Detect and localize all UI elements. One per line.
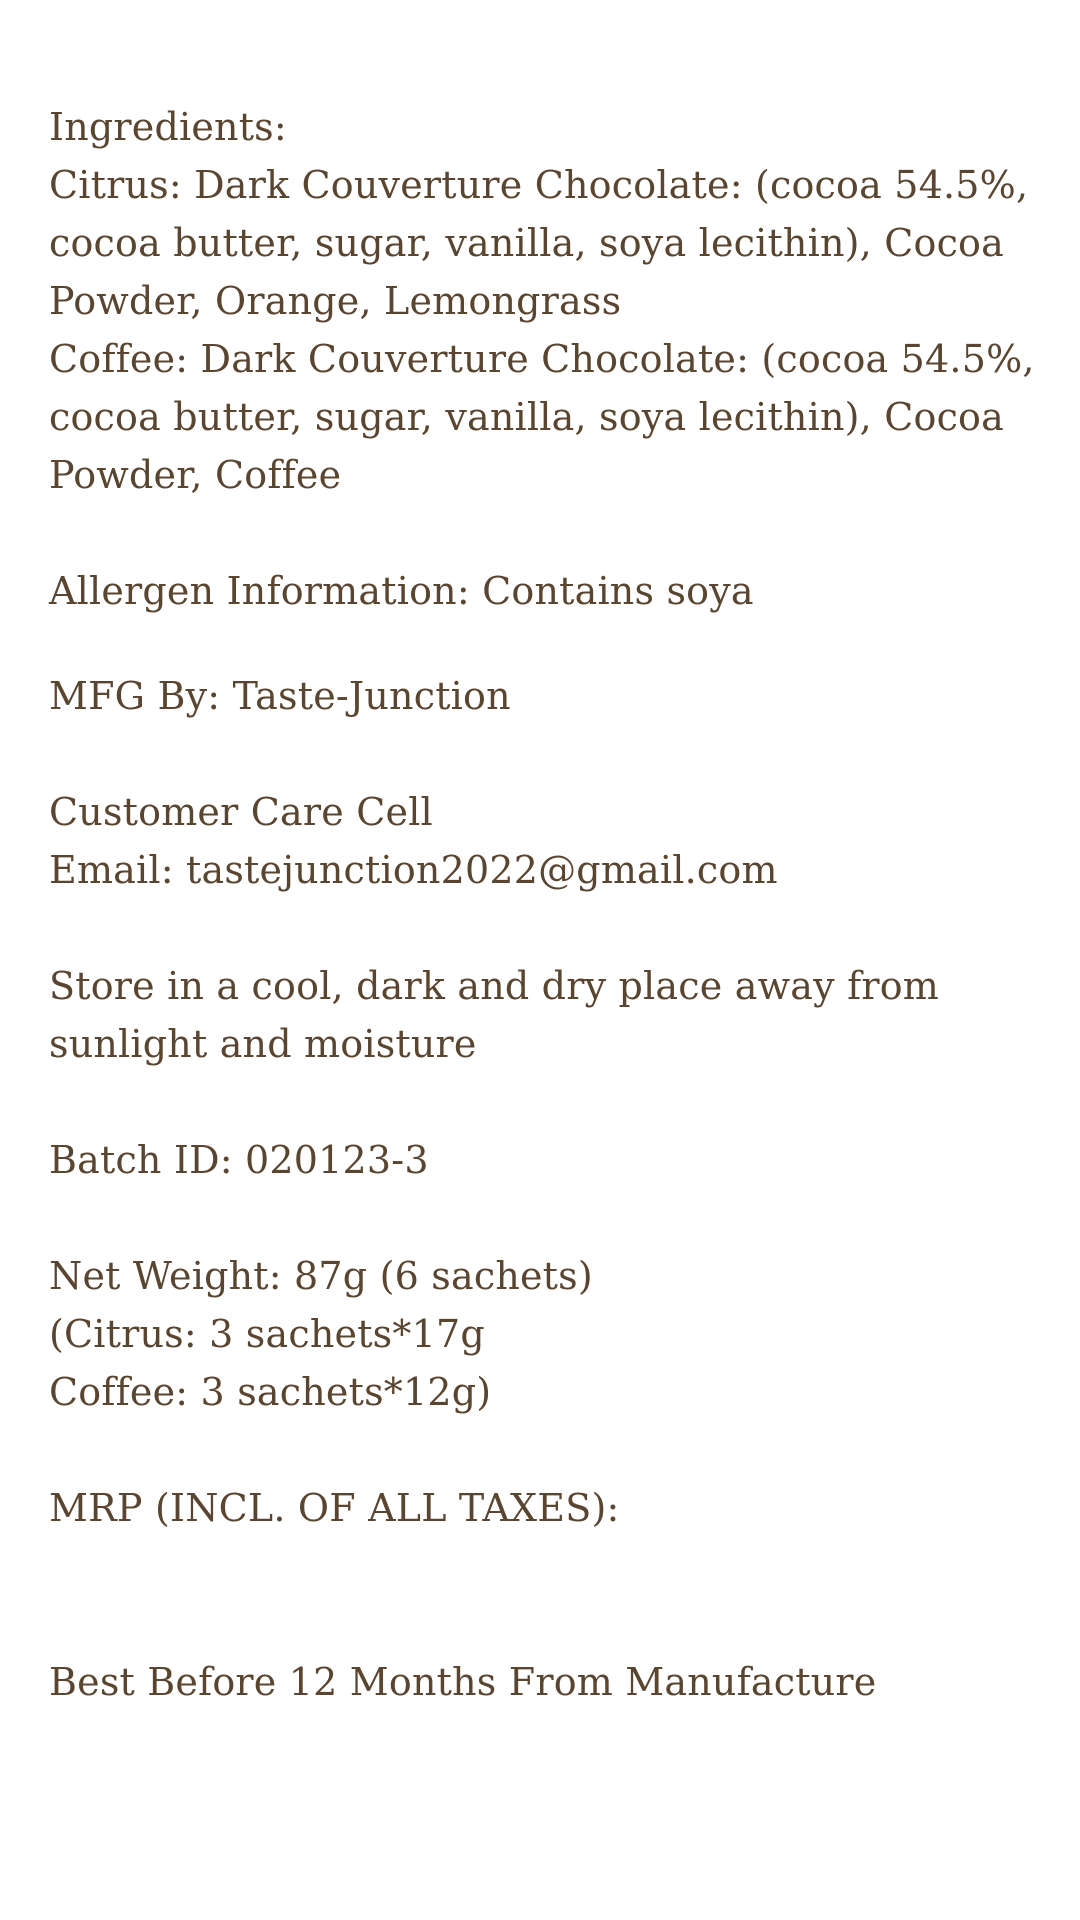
net-weight-section bbox=[49, 1247, 1049, 1421]
batch-id: Batch ID: 020123-3 bbox=[49, 1138, 429, 1182]
coffee-ingredients-line-2: cocoa butter, sugar, vanilla, soya lecithin), Cocoa bbox=[49, 395, 1004, 439]
mrp: MRP (INCL. OF ALL TAXES): bbox=[49, 1486, 620, 1530]
citrus-ingredients-line-3: Powder, Orange, Lemongrass bbox=[49, 279, 622, 323]
coffee-ingredients-line-3: Powder, Coffee bbox=[49, 453, 342, 497]
product-label-text bbox=[49, 98, 1049, 1711]
allergen-information: Allergen Information: Contains soya bbox=[49, 569, 754, 613]
customer-care-section bbox=[49, 783, 1049, 899]
customer-care-title: Customer Care Cell bbox=[49, 790, 433, 834]
coffee-ingredients-line-1: Coffee: Dark Couverture Chocolate: (cocoa 54.5%, bbox=[49, 337, 1035, 381]
citrus-ingredients-line-2: cocoa butter, sugar, vanilla, soya lecithin), Cocoa bbox=[49, 221, 1004, 265]
best-before: Best Before 12 Months From Manufacture bbox=[49, 1660, 877, 1704]
customer-care-email: Email: tastejunction2022@gmail.com bbox=[49, 848, 778, 892]
net-weight-line-1: Net Weight: 87g (6 sachets) bbox=[49, 1254, 593, 1298]
storage-instructions bbox=[49, 957, 1049, 1073]
net-weight-line-2: (Citrus: 3 sachets*17g bbox=[49, 1312, 485, 1356]
storage-line-1: Store in a cool, dark and dry place away from bbox=[49, 964, 940, 1008]
net-weight-line-3: Coffee: 3 sachets*12g) bbox=[49, 1370, 492, 1414]
ingredients-heading: Ingredients: bbox=[49, 105, 287, 149]
citrus-ingredients-line-1: Citrus: Dark Couverture Chocolate: (cocoa 54.5%, bbox=[49, 163, 1029, 207]
storage-line-2: sunlight and moisture bbox=[49, 1022, 477, 1066]
ingredients-section bbox=[49, 98, 1049, 504]
manufacturer: MFG By: Taste-Junction bbox=[49, 674, 511, 718]
